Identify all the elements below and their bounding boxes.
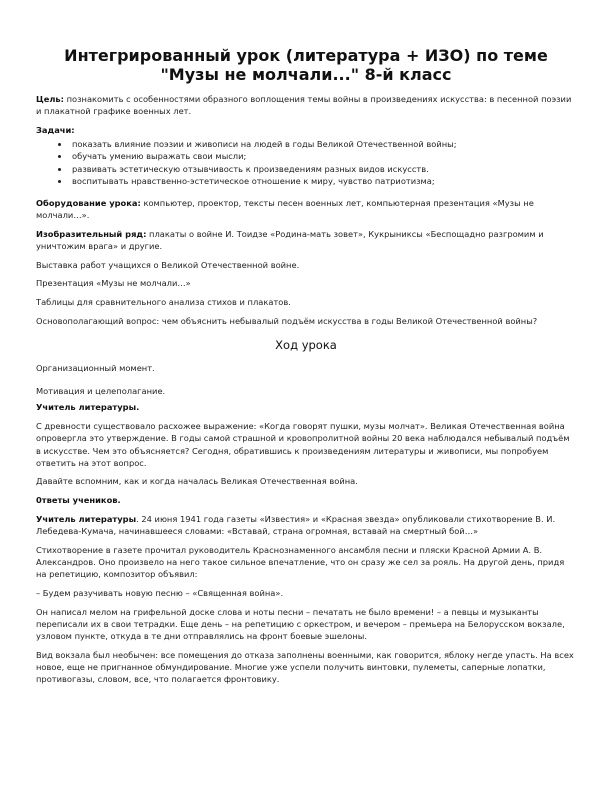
task-item: • развивать эстетическую отзывчивость к произведениям разных видов искусств. bbox=[70, 163, 576, 175]
teacher-label bbox=[36, 401, 576, 413]
paragraph-2: Давайте вспомним, как и когда началась Великая Отечественная война. bbox=[36, 476, 358, 487]
motivation: Мотивация и целеполагание. bbox=[36, 386, 166, 397]
equipment-text: компьютер, проектор, тексты песен военных лет, компьютерная презентация «Музы не молчали…». bbox=[36, 197, 534, 221]
visual-text: плакаты о войне И. Тоидзе «Родина-мать зовет», Кукрыниксы «Беспощадно разгромим и уничтожим врага» и другие. bbox=[36, 228, 544, 252]
course-heading: Ход урока bbox=[275, 338, 337, 353]
equipment-paragraph bbox=[36, 197, 576, 221]
paragraph-3-text: . 24 июня 1941 года газеты «Известия» и «Красная звезда» опубликовали стихотворение В. И. Лебедева-Кумача, начинавшееся словами: «Вставай, страна огромная, вставай на смертный бой…» bbox=[36, 513, 556, 537]
paragraph-7: Вид вокзала был необычен: все помещения до отказа заполнены военными, как говорится, яблоку негде упасть. На всех новое, еще не пригнанное обмундирование. Многие уже успели получить винтовки, пулеметы, саперные лопатки, противогазы, словом, все, что полагается фронтовику. bbox=[36, 649, 574, 685]
visual-label: Изобразительный ряд: bbox=[36, 228, 147, 239]
teacher-label-2: Учитель литературы bbox=[36, 513, 137, 524]
title-line-2: "Музы не молчали..." 8-й класс bbox=[160, 65, 452, 84]
task-item: • обучать умению выражать свои мысли; bbox=[70, 150, 576, 162]
equipment-label: Оборудование урока: bbox=[36, 197, 141, 208]
paragraph-1: С древности существовало расхожее выражение: «Когда говорят пушки, музы молчат». Великая Отечественная война опровергла это утверждение. В годы самой страшной и кровопролитной войны 20 века наблюдался небывалый подъём в искусстве. Чем это объясняется? Сегодня, обратившись к произведениям литературы и живописи, мы попробуем ответить на этот вопрос. bbox=[36, 421, 570, 468]
tasks-list bbox=[36, 138, 576, 187]
paragraph-3 bbox=[36, 513, 576, 537]
goal-paragraph bbox=[36, 93, 576, 117]
paragraph-6: Он написал мелом на грифельной доске слова и ноты песни – печатать не было времени! – а певцы и музыканты переписали их в свои тетрадки. Еще день – на репетицию с оркестром, и вечером – премьера на Белорусском вокзале, узловом пункте, откуда в те дни отправлялись на фронт боевые эшелоны. bbox=[36, 606, 565, 641]
paragraph-5: – Будем разучивать новую песню – «Священная война». bbox=[36, 587, 284, 598]
exhibition-paragraph: Выставка работ учащихся о Великой Отечественной войне. bbox=[36, 259, 300, 270]
teacher-label-text: Учитель литературы. bbox=[36, 402, 140, 413]
task-item: • показать влияние поэзии и живописи на людей в годы Великой Отечественной войны; bbox=[70, 138, 576, 150]
presentation-paragraph: Презентация «Музы не молчали…» bbox=[36, 278, 191, 289]
goal-label: Цель: bbox=[36, 94, 64, 104]
answers-label-text: 0тветы учеников. bbox=[36, 495, 121, 506]
goal-text: познакомить с особенностями образного воплощения темы войны в произведениях искусства: в песенной поэзии и плакатной графике военных лет. bbox=[36, 94, 572, 117]
paragraph-4: Стихотворение в газете прочитал руководитель Краснознаменного ансамбля песни и пляски Красной Армии А. В. Александров. Оно произвело на него такое сильное впечатление, что он сразу же сел за рояль. На другой день, придя на репетицию, композитор объявил: bbox=[36, 544, 565, 580]
tasks-label bbox=[36, 124, 576, 136]
title-line-1: Интегрированный урок (литература + ИЗО) по теме bbox=[64, 46, 548, 65]
answers-label bbox=[36, 494, 576, 506]
document-title bbox=[36, 46, 576, 84]
tasks-label-text: Задачи: bbox=[36, 124, 75, 135]
question-paragraph: Основополагающий вопрос: чем объяснить небывалый подъём искусства в годы Великой Отечественной войны? bbox=[36, 315, 538, 326]
task-item: • воспитывать нравственно-эстетическое отношение к миру, чувство патриотизма; bbox=[70, 175, 576, 187]
org-moment: Организационный момент. bbox=[36, 363, 155, 374]
tables-paragraph: Таблицы для сравнительного анализа стихов и плакатов. bbox=[36, 297, 291, 308]
visual-paragraph bbox=[36, 228, 576, 252]
